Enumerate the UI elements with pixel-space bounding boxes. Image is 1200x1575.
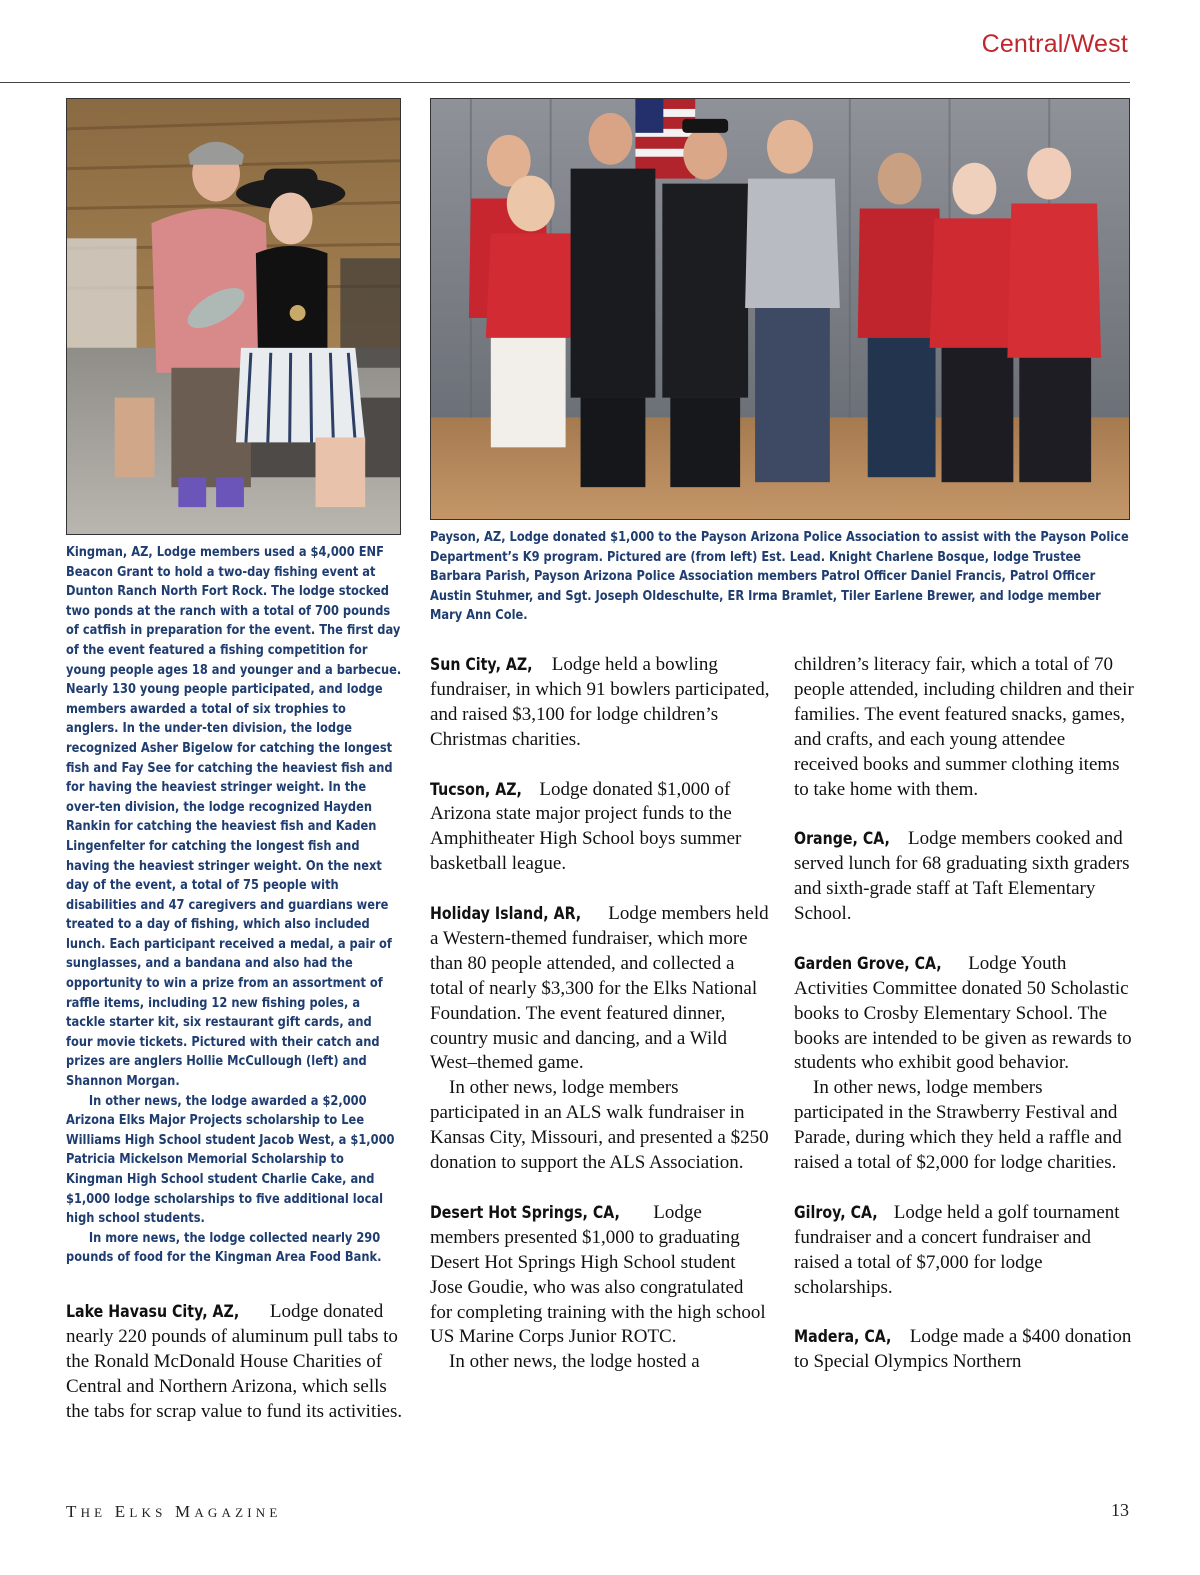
magazine-name — [66, 1502, 282, 1522]
article-paragraph: In other news, lodge members participated in the Strawberry Festival and Parade, during which they held a raffle and raised a total of $2,000 for lodge charities. — [794, 1077, 1122, 1174]
caption-text: Lodge members used a $4,000 ENF Beacon Grant to hold a two-day fishing event at Dunton Ranch North Fort Rock. The lodge stocked two ponds at the ranch with a total of 700 pounds of catfish in preparation for the event. The first day of the event featured a fishing competition for young people ages 18 and younger and a barbecue. Nearly 130 young people participated, and lodge members awarded a total of six trophies to anglers. In the under-ten division, the lodge recognized Asher Bigelow for catching the longest fish and Fay See for catching the heaviest fish and for having the heaviest stringer weight. In the over-ten division, the lodge recognized Hayden Rankin for catching the heaviest fish and Kaden Lingenfelter for catching the longest fish and having the heaviest stringer weight. On the next day of the event, a total of 75 people with disabilities and 47 caregivers and guardians were treated to a day of fishing, which also included lunch. Each participant received a medal, a pair of sunglasses, and a bandana and also had the opportunity to win a prize from an assortment of raffle items, including 12 new fishing poles, a tackle starter kit, six restaurant gift cards, and four movie tickets. Pictured with their catch and prizes are anglers Hollie McCullough (left) and Shannon Morgan. — [66, 545, 402, 1090]
caption-text: Lodge donated $1,000 to the Payson Arizona Police Association to assist with the Payson Police Department’s K9 program. Pictured are (from left) Est. Lead. Knight Charlene Bosque, lodge Trustee Barbara Parish, Payson Arizona Police Association members Patrol Officer Daniel Francis, Patrol Officer Austin Stuhmer, and Sgt. Joseph Oldeschulte, ER Irma Bramlet, Tiler Earlene Brewer, and lodge member Mary Ann Cole. — [430, 530, 1129, 624]
article-text: Lodge donated $1,000 of Arizona state major project funds to the Amphitheater High School boys summer basketball league. — [430, 778, 742, 875]
page-number: 13 — [1111, 1500, 1129, 1520]
article-place: Tucson, AZ, — [430, 779, 522, 799]
article-lake-havasu — [66, 1300, 406, 1425]
article-text: Lodge members held a Western-themed fundraiser, which more than 80 people attended, and collected a total of nearly $3,300 for the Elks National Foundation. The event featured dinner, country music and dancing, and a Wild West–themed game. — [430, 903, 769, 1074]
article-text: Lodge donated nearly 220 pounds of aluminum pull tabs to the Ronald McDonald House Charities of Central and Northern Arizona, which sells the tabs for scrap value to fund its activities. — [66, 1301, 403, 1422]
article-place: Orange, CA, — [794, 829, 890, 849]
article-place: Desert Hot Springs, CA, — [430, 1202, 620, 1222]
magazine-letter: T — [66, 1502, 81, 1521]
column-left — [66, 1300, 406, 1425]
photo-kingman — [66, 98, 401, 535]
magazine-letters: HE — [80, 1505, 107, 1520]
article-text: Lodge made a $400 donation to Special Olympics Northern — [794, 1326, 1132, 1373]
photo-payson — [430, 98, 1130, 520]
caption-place: Kingman, AZ, — [66, 545, 153, 560]
article-text: Lodge Youth Activities Committee donated 50 Scholastic books to Crosby Elementary School. The books are intended to be given as rewards to students who exhibit good behavior. — [794, 952, 1132, 1074]
article-text: Lodge held a bowling fundraiser, in which 91 bowlers participated, and raised $3,100 for lodge children’s Christmas charities. — [430, 654, 770, 750]
caption-payson — [430, 528, 1130, 626]
article-desert-hot-springs — [430, 1201, 770, 1350]
caption-kingman — [66, 543, 402, 1268]
article-paragraph-continued: children’s literacy fair, which a total of 70 people attended, including children and their families. The event featured snacks, games, and crafts, and each young attendee received books and summer clothing items to take home with them. — [794, 654, 1134, 800]
article-orange — [794, 827, 1134, 927]
column-middle — [430, 653, 770, 1375]
magazine-letter: M — [175, 1502, 195, 1521]
article-text: Lodge members cooked and served lunch for 68 graduating sixth graders and sixth-grade staff at Taft Elementary School. — [794, 828, 1130, 925]
article-place: Garden Grove, CA, — [794, 953, 942, 973]
caption-paragraph: In more news, the lodge collected nearly 290 pounds of food for the Kingman Area Food Bank. — [66, 1230, 382, 1266]
article-text: Lodge held a golf tournament fundraiser and a concert fundraiser and raised a total of $7,000 for lodge scholarships. — [794, 1201, 1120, 1298]
article-place: Gilroy, CA, — [794, 1202, 878, 1222]
article-place: Lake Havasu City, AZ, — [66, 1302, 240, 1321]
photo-group-with-police-icon — [431, 99, 1129, 519]
header-rule — [0, 82, 1130, 83]
magazine-letters: AGAZINE — [194, 1505, 282, 1520]
section-title: Central/West — [981, 30, 1128, 58]
article-place: Holiday Island, AR, — [430, 904, 582, 924]
article-holiday-island — [430, 902, 770, 1076]
article-paragraph: In other news, the lodge hosted a — [449, 1351, 700, 1373]
article-paragraph: In other news, lodge members participated in an ALS walk fundraiser in Kansas City, Missouri, and presented a $250 donation to support the ALS Association. — [430, 1077, 769, 1174]
article-place: Sun City, AZ, — [430, 655, 533, 674]
column-right — [794, 653, 1134, 1375]
article-text: Lodge members presented $1,000 to graduating Desert Hot Springs High School student Jose Goudie, who was also congratulated for completing training with the high school US Marine Corps Junior ROTC. — [430, 1201, 766, 1348]
article-place: Madera, CA, — [794, 1327, 892, 1347]
article-madera — [794, 1325, 1134, 1375]
caption-place: Payson, AZ, — [430, 530, 506, 545]
photo-anglers-with-fish-icon — [67, 99, 400, 534]
article-sun-city — [430, 653, 770, 753]
caption-paragraph: In other news, the lodge awarded a $2,000 Arizona Elks Major Projects scholarship to Lee Williams High School student Jacob West, a $1,000 Patricia Mickelson Memorial Scholarship to Kingman High School student Charlie Cake, and $1,000 lodge scholarships to five additional local high school students. — [66, 1093, 395, 1227]
magazine-letter: E — [114, 1502, 130, 1521]
article-tucson — [430, 778, 770, 878]
article-gilroy — [794, 1201, 1134, 1301]
magazine-letters: LKS — [129, 1505, 167, 1520]
article-garden-grove — [794, 952, 1134, 1077]
